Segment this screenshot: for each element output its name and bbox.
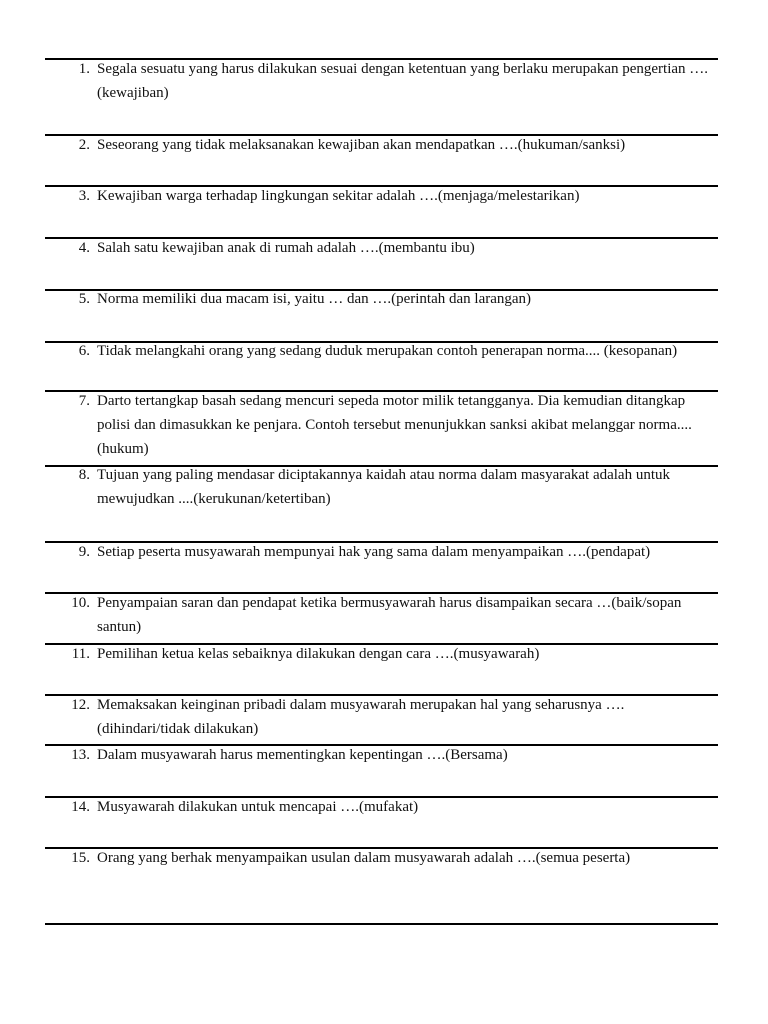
table-rule: [45, 923, 718, 925]
question-number: 8.: [78, 467, 90, 483]
question-number: 7.: [78, 393, 90, 409]
question-number: 12.: [71, 697, 90, 713]
question-row: [45, 287, 718, 311]
question-text: Segala sesuatu yang harus dilakukan sesuai dengan ketentuan yang berlaku merupakan pengertian …. (kewajiban): [97, 61, 709, 101]
question-row: [45, 389, 718, 461]
question-text: Salah satu kewajiban anak di rumah adalah ….(membantu ibu): [97, 240, 475, 256]
question-text: Penyampaian saran dan pendapat ketika bermusyawarah harus disampaikan secara …(baik/sopan santun): [97, 595, 682, 635]
question-row: [45, 846, 718, 870]
question-number: 5.: [78, 291, 90, 307]
question-number: 6.: [78, 343, 90, 359]
question-text: Tujuan yang paling mendasar diciptakannya kaidah atau norma dalam masyarakat adalah untuk mewujudkan ....(kerukunan/ketertiban): [97, 467, 671, 507]
question-row: [45, 743, 718, 767]
question-text: Musyawarah dilakukan untuk mencapai ….(mufakat): [97, 799, 419, 815]
question-text: Setiap peserta musyawarah mempunyai hak yang sama dalam menyampaikan ….(pendapat): [97, 544, 651, 560]
question-number: 3.: [78, 188, 90, 204]
question-text: Dalam musyawarah harus mementingkan kepentingan ….(Bersama): [97, 747, 508, 763]
question-row: [45, 540, 718, 564]
question-number: 13.: [71, 747, 90, 763]
question-row: [45, 591, 718, 639]
question-row: [45, 339, 718, 363]
question-row: [45, 184, 718, 208]
question-row: [45, 642, 718, 666]
question-row: [45, 795, 718, 819]
question-text: Seseorang yang tidak melaksanakan kewajiban akan mendapatkan ….(hukuman/sanksi): [97, 137, 626, 153]
question-number: 9.: [78, 544, 90, 560]
question-row: [45, 133, 718, 157]
question-row: [45, 693, 718, 741]
question-text: Darto tertangkap basah sedang mencuri sepeda motor milik tetangganya. Dia kemudian ditangkap polisi dan dimasukkan ke penjara. Contoh tersebut menunjukkan sanksi akibat melanggar norma.... (hukum): [97, 393, 692, 457]
question-row: [45, 463, 718, 511]
question-number: 1.: [78, 61, 90, 77]
question-number: 4.: [78, 240, 90, 256]
question-text: Orang yang berhak menyampaikan usulan dalam musyawarah adalah ….(semua peserta): [97, 850, 631, 866]
question-text: Kewajiban warga terhadap lingkungan sekitar adalah ….(menjaga/melestarikan): [97, 188, 580, 204]
question-number: 15.: [71, 850, 90, 866]
question-row: [45, 236, 718, 260]
question-text: Pemilihan ketua kelas sebaiknya dilakukan dengan cara ….(musyawarah): [97, 646, 540, 662]
question-text: Norma memiliki dua macam isi, yaitu … dan ….(perintah dan larangan): [97, 291, 532, 307]
question-number: 10.: [71, 595, 90, 611]
question-number: 11.: [71, 646, 90, 662]
question-number: 14.: [71, 799, 90, 815]
question-number: 2.: [78, 137, 90, 153]
question-text: Tidak melangkahi orang yang sedang duduk merupakan contoh penerapan norma.... (kesopanan): [97, 343, 678, 359]
question-text: Memaksakan keinginan pribadi dalam musyawarah merupakan hal yang seharusnya …. (dihindari/tidak dilakukan): [97, 697, 625, 737]
question-row: [45, 57, 718, 105]
